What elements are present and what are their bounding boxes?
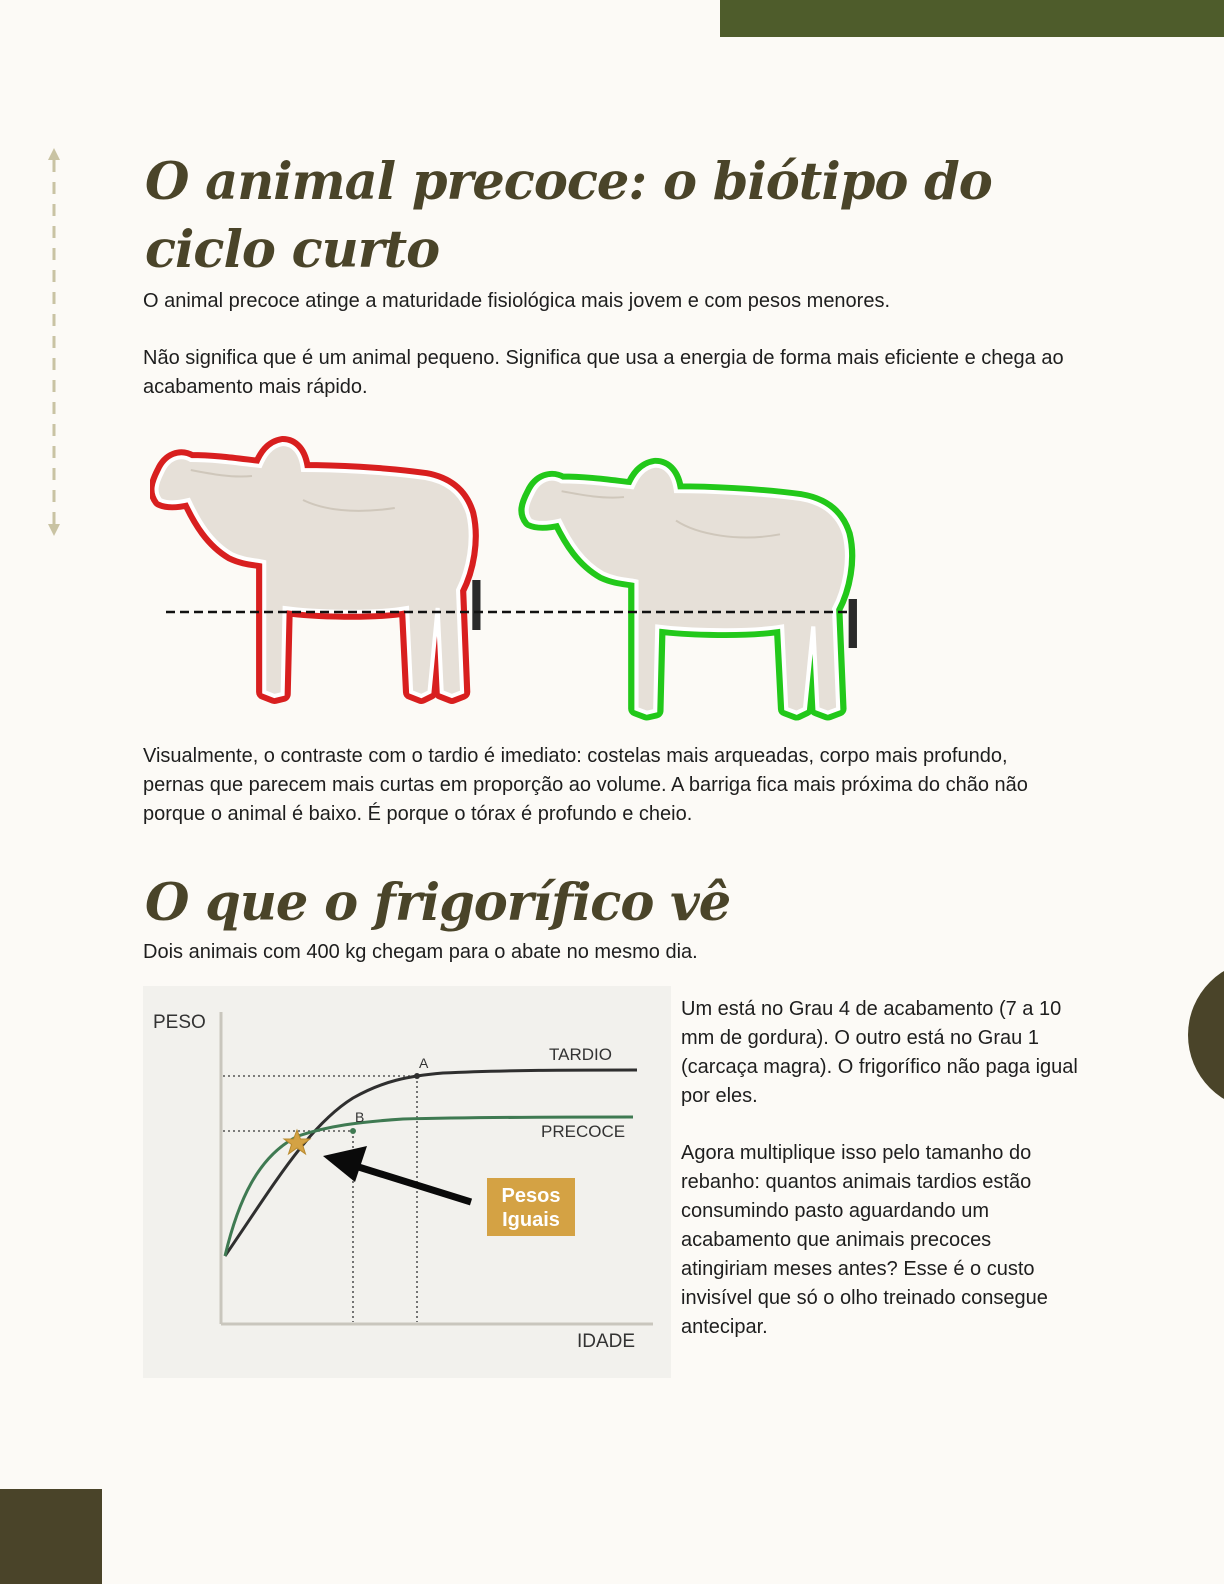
point-a-label: A (419, 1055, 429, 1071)
bottom-accent-block (0, 1489, 102, 1584)
annotation-line1: Pesos (501, 1185, 561, 1207)
cow-precoce-outline (527, 466, 857, 713)
contrast-paragraph: Visualmente, o contraste com o tardio é imediato: costelas mais arqueadas, corpo mais profundo, pernas que parecem mais curtas em proporção ao volume. A barriga fica mais próxima do chão não porque o animal é baixo. É porque o tórax é profundo e cheio. (143, 745, 1028, 825)
cow-tardio-outline (157, 444, 481, 696)
page-title: O animal precoce: o biótipo do ciclo curto (145, 152, 992, 280)
series-tardio-line (225, 1070, 637, 1256)
pointer-arrow-shaft (349, 1164, 471, 1202)
right-accent-circle (1188, 960, 1224, 1110)
definition-paragraph: Não significa que é um animal pequeno. Significa que usa a energia de forma mais eficiente e chega ao acabamento mais rápido. (143, 347, 1064, 398)
growth-chart (143, 986, 671, 1378)
section-title: O que o frigorífico vê (145, 873, 731, 933)
scroll-arrow-icon (44, 148, 64, 540)
pointer-arrow-head (323, 1146, 367, 1182)
cattle-comparison-illustration (150, 430, 870, 730)
series-tardio-label: TARDIO (549, 1045, 612, 1064)
point-a (414, 1073, 420, 1079)
herd-cost-paragraph: Agora multiplique isso pelo tamanho do rebanho: quantos animais tardios estão consumindo pasto aguardando um acabamento que animais precoces atingiriam meses antes? Esse é o custo invisível que só o olho treinado consegue antecipar. (681, 1142, 1048, 1338)
series-precoce-label: PRECOCE (541, 1122, 626, 1141)
grading-paragraph: Um está no Grau 4 de acabamento (7 a 10 mm de gordura). O outro está no Grau 1 (carcaça magra). O frigorífico não paga igual por eles. (681, 998, 1078, 1107)
point-b (350, 1128, 356, 1134)
top-accent-bar (720, 0, 1224, 37)
x-axis-label: IDADE (577, 1331, 636, 1352)
intro-paragraph: O animal precoce atinge a maturidade fisiológica mais jovem e com pesos menores. (143, 290, 891, 312)
annotation-line2: Iguais (502, 1209, 560, 1231)
slaughter-paragraph: Dois animais com 400 kg chegam para o abate no mesmo dia. (143, 941, 698, 963)
y-axis-label: PESO (153, 1012, 206, 1033)
point-b-label: B (355, 1109, 365, 1125)
